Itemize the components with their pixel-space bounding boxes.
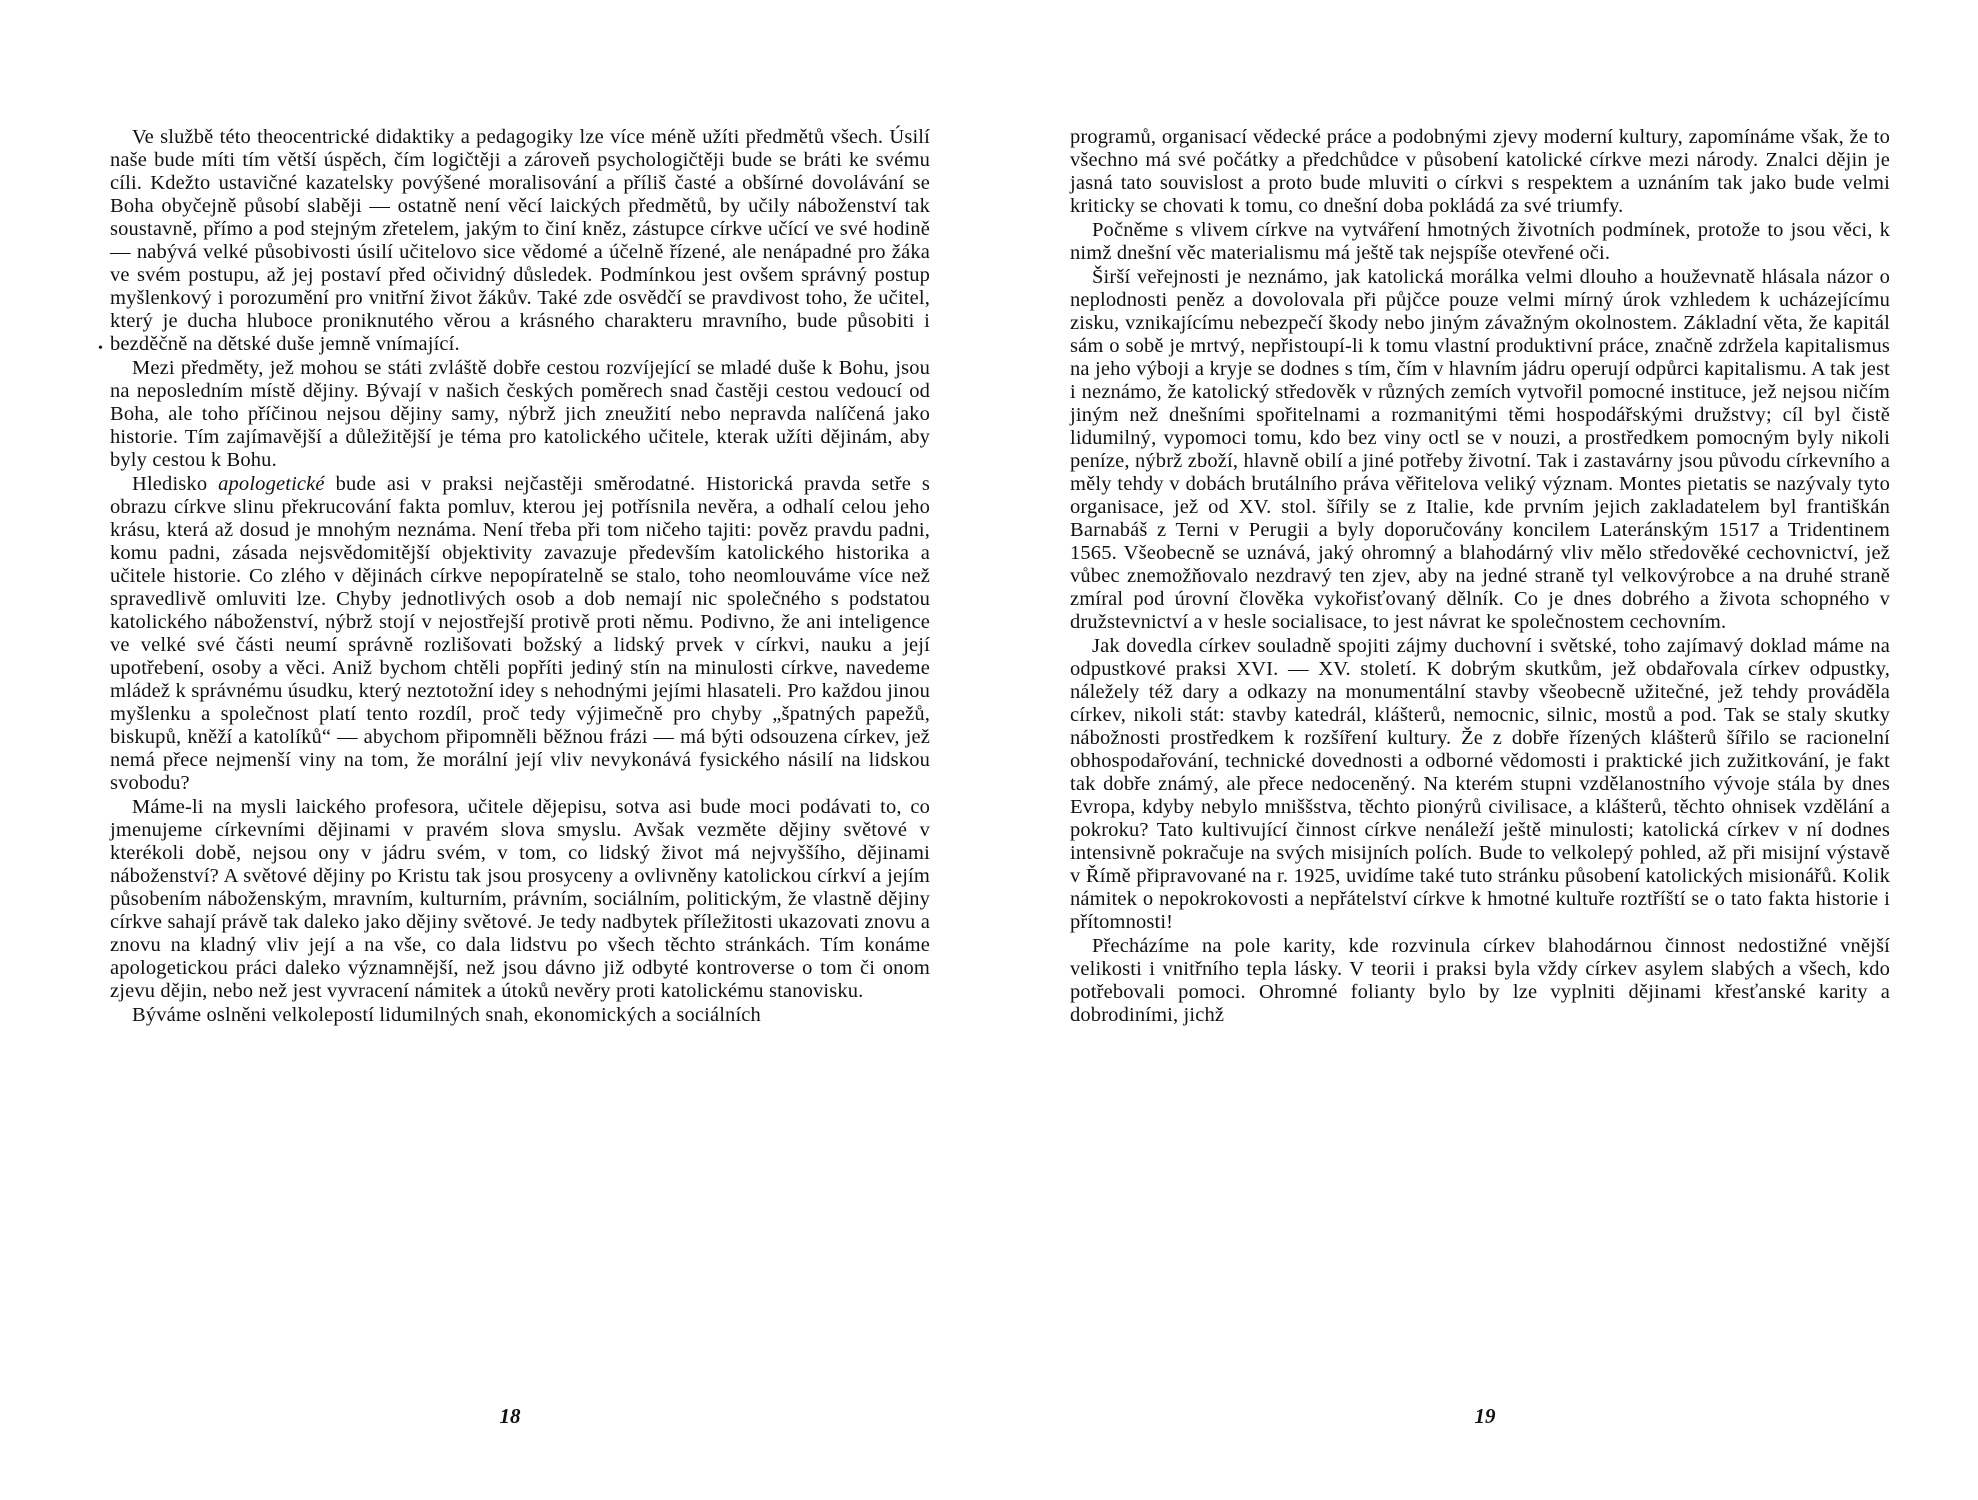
left-page bbox=[98, 126, 931, 1428]
paragraph: Přecházíme na pole karity, kde rozvinula církev blahodárnou činnost nedostižné vnější velikosti i vnitřního tepla lásky. V teorii i praksi byla vždy církev asylem slabých a všech, kdo potřebovali pomoci. Ohromné folianty bylo by lze vyplniti dějinami křesťanské karity a dobrodiními, jichž bbox=[1070, 935, 1890, 1026]
page-number: 18 bbox=[499, 1404, 521, 1428]
paragraph bbox=[110, 473, 930, 795]
paragraph-body: bude asi v praksi nejčastěji směrodatné. Historická pravda setře s obrazu církve slinu překrucování fakta pomluv, kterou jej potřísnila nevěra, a odhalí celou jeho krásu, která až dosud je mnohým neznáma. Není třeba při tom ničeho tajiti: pověz pravdu padni, komu padni, zásada nejsvědomitější objektivity zavazuje především katolického historika a učitele historie. Co zlého v dějinách církve nepopíratelně se stalo, toho neomlouváme více než spravedlivě omluviti lze. Chyby jednotlivých osob a dob nemají nic společného s podstatou katolického náboženství, nýbrž stojí v nejostřejší protivě proti němu. Podivno, že ani inteligence ve velké své části neumí správně rozlišovati božský a lidský prvek v církvi, nauku a její upotřebení, osoby a věci. Aniž bychom chtěli popříti jediný stín na minulosti církve, navedeme mládež k správnému úsudku, který neztotožní idey s nehodnými jejími hlasateli. Pro každou jinou myšlenku a společnost platí tento rozdíl, proč tedy výjimečně pro chyby „špatných papežů, biskupů, kněží a katolíků“ — abychom připomněli běžnou frázi — má býti odsouzena církev, jež nemá přece nejmenší viny na tom, že morální její vliv nevykonává fysického násilí na lidskou svobodu? bbox=[110, 473, 931, 794]
paragraph: Počněme s vlivem církve na vytváření hmotných životních podmínek, protože to jsou věci, k nimž dnešní věc materialismu má ještě tak nejspíše otevřené oči. bbox=[1070, 219, 1890, 264]
margin-mark: • bbox=[98, 341, 103, 356]
paragraph: Máme-li na mysli laického profesora, učitele dějepisu, sotva asi bude moci podávati to, co jmenujeme církevními dějinami v pravém slova smyslu. Avšak vezměte dějiny světové v kterékoli době, nejsou ony v jádru svém, v tom, co lidský život má nejvyššího, dějinami náboženství? A světové dějiny po Kristu tak jsou prosyceny a ovlivněny katolickou církví a jejím působením náboženským, mravním, kulturním, právním, sociálním, politickým, že vlastně dějiny církve sahají právě tak daleko jako dějiny světové. Je tedy nadbytek příležitosti ukazovati znovu a znovu na kladný vliv její a na vše, co dala lidstvu po všech těchto stránkách. Tím konáme apologetickou práci daleko významnější, než jsou dávno již odbyté kontroverse o tom či onom zjevu dějin, nebo než jest vyvracení námitek a útoků nevěry proti katolickému stanovisku. bbox=[110, 796, 930, 1002]
paragraph: Býváme oslněni velkolepostí lidumilných snah, ekonomických a sociálních bbox=[132, 1004, 761, 1026]
paragraph: Ve službě této theocentrické didaktiky a pedagogiky lze více méně užíti předmětů všech. Úsilí naše bude míti tím větší úspěch, čím logičtěji a zároveň psychologičtěji bude se bráti ke svému cíli. Kdežto ustavičné kazatelsky povýšené moralisování a příliš časté a obšírné dovolávání se Boha obyčejně působí slaběji — ostatně není věcí laických předmětů, by učily náboženství tak soustavně, přímo a pod stejným zřetelem, jakým to činí kněz, zástupce církve učící ve své hodině — nabývá velké působivosti úsilí učitelovo sice vědomé a účelně řízené, ale nenápadné pro žáka ve svém postupu, až jej postaví před očividný důsledek. Podmínkou jest ovšem správný postup myšlenkový i porozumění pro vnitřní život žákův. Také zde osvědčí se pravdivost toho, že učitel, který je ducha hluboce proniknutého věrou a krásného charakteru mravního, bude působiti i bezděčně na dětské duše jemně vnímající. bbox=[110, 126, 930, 355]
page-number: 19 bbox=[1474, 1404, 1496, 1428]
paragraph: programů, organisací vědecké práce a podobnými zjevy moderní kultury, zapomínáme však, že to všechno má své počátky a předchůdce v působení katolické církve mezi národy. Znalci dějin je jasná tato souvislost a proto bude mluviti o církvi s respektem a uznáním tak jako bude velmi kriticky se chovati k tomu, co dnešní doba pokládá za své triumfy. bbox=[1070, 126, 1890, 217]
right-page bbox=[1070, 126, 1890, 1428]
left-page-text bbox=[110, 126, 930, 1027]
paragraph: Mezi předměty, jež mohou se státi zvláště dobře cestou rozvíjející se mladé duše k Bohu, jsou na neposledním místě dějiny. Bývají v našich českých poměrech snad častěji cestou vedoucí od Boha, ale toho příčinou nejsou dějiny samy, nýbrž jich zneužití nebo nepravda nalíčená jako historie. Tím zajímavější a důležitější je téma pro katolického učitele, kterak užíti dějinám, aby byly cestou k Bohu. bbox=[110, 357, 930, 471]
paragraph: Jak dovedla církev souladně spojiti zájmy duchovní i světské, toho zajímavý doklad máme na odpustkové praksi XVI. — XV. století. K dobrým skutkům, jež obdařovala církev odpustky, náležely též dary a odkazy na monumentální stavby všeobecně užitečné, jež tehdy prováděla církev, nikoli stát: stavby katedrál, klášterů, nemocnic, silnic, mostů a pod. Tak se staly skutky nábožnosti prostředkem k rozšíření kultury. Že z dobře řízených klášterů šířilo se racionelní obhospodařování, technické dovednosti a odborné vědomosti i praktické jich zužitkování, je fakt tak dobře známý, ale přece nedoceněný. Na kterém stupni vzdělanostního vývoje stála by dnes Evropa, kdyby nebylo mniššstva, těchto pionýrů civilisace, a klášterů, těchto ohnisek vzdělání a pokroku? Tato kultivující činnost církve nenáleží ještě minulosti; katolická církev v ní dodnes intensivně pokračuje na svých misijních polích. Bude to velkolepý pohled, až při misijní výstavě v Římě připravované na r. 1925, uvidíme také tuto stránku působení katolických misionářů. Kolik námitek o nepokrokovosti a nepřátelství církve k hmotné kultuře roztříští se o tato fakta historie i přítomnosti! bbox=[1070, 635, 1890, 933]
emphasized-term: apologetické bbox=[218, 473, 325, 495]
paragraph: Širší veřejnosti je neznámo, jak katolická morálka velmi dlouho a houževnatě hlásala názor o neplodnosti peněz a dovolovala při půjčce pouze velmi mírný úrok vzhledem k ucházejícímu zisku, vznikajícímu nebezpečí škody nebo jiným závažným okolnostem. Základní věta, že kapitál sám o sobě je mrtvý, nepřistoupí-li k tomu vlastní produktivní práce, značně zdržela kapitalismus na jeho výboji a kryje se dodnes s tím, čím v hlavním jádru operují odpůrci kapitalismu. A tak jest i neznámo, že katolický středověk v různých zemích vytvořil pomocné instituce, jež nejsou ničím jiným než dnešními spořitelnami a rozmanitými těmi hospodářskými družstvy; cíl byl čistě lidumilný, vypomoci tomu, kdo bez viny octl se v nouzi, a prostředkem pomocným byly nikoli peníze, nýbrž zboží, hlavně obilí a jiné potřeby životní. Tak i zastavárny jsou původu církevního a měly tehdy v dobách brutálního práva věřitelova veliký význam. Montes pietatis se nazývaly tyto organisace, jež od XV. stol. šířily se z Italie, kde prvním jejich zakladatelem byl františkán Barnabáš z Terni v Perugii a byly doporučovány koncilem Lateránským 1517 a Tridentinem 1565. Všeobecně se uznává, jaký ohromný a blahodárný vliv mělo středověké cechovnictví, jež vůbec znemožňovalo nezdravý ten zjev, aby na jedné straně tyl velkovýrobce a na druhé straně zmíral pod úrovní člověka vykořisťovaný dělník. Co je dnes dobrého a života schopného v družstevnictví a v hesle socialisace, to jest návrat ke společnostem cechovním. bbox=[1070, 266, 1890, 633]
paragraph-lead: Hledisko bbox=[132, 473, 219, 495]
right-page-text bbox=[1070, 126, 1890, 1027]
